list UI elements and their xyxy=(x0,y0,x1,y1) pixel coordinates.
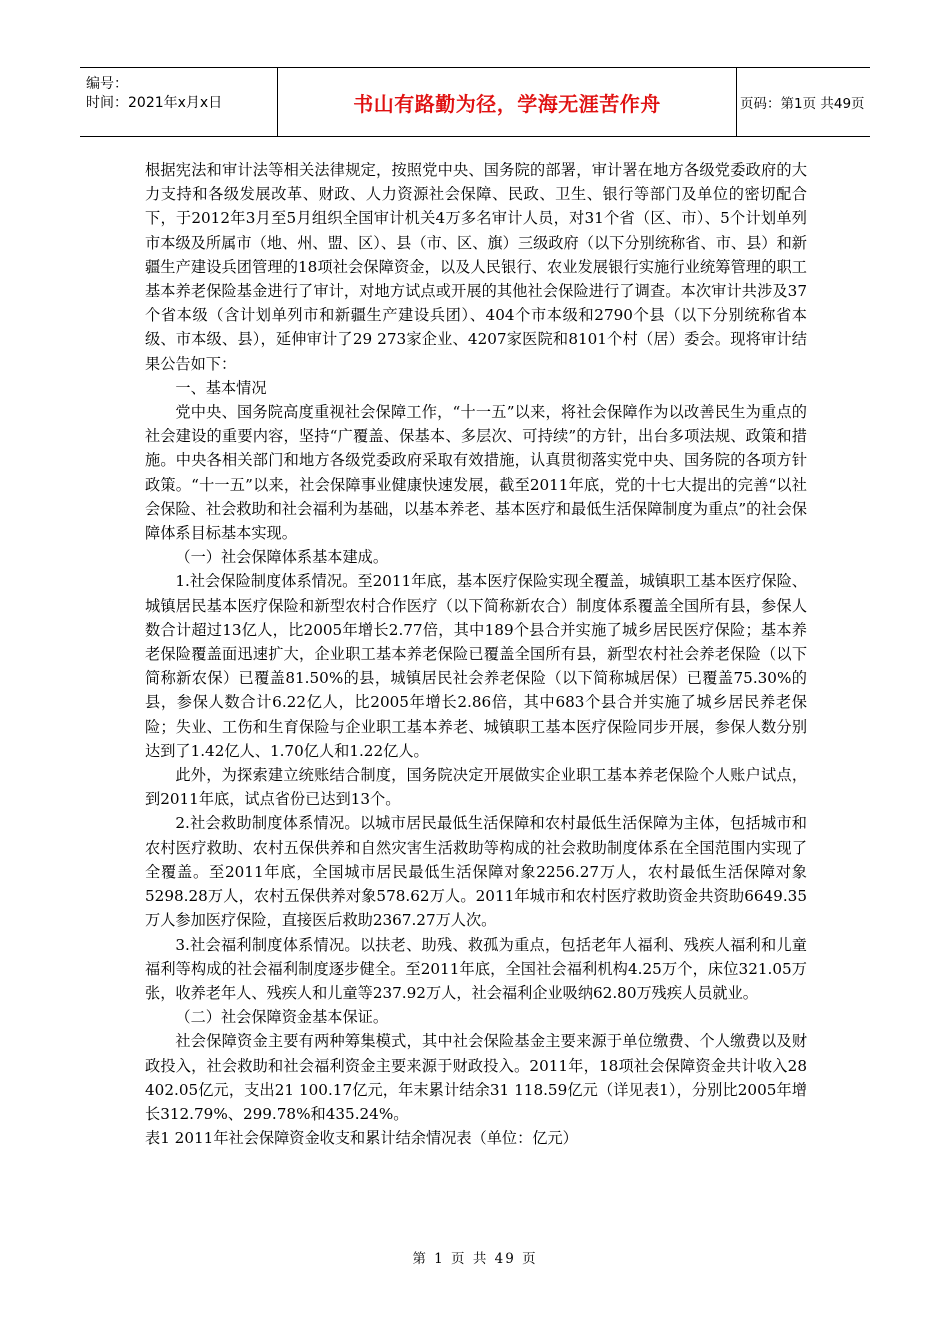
date-label: 时间：2021年x月x日 xyxy=(86,95,223,111)
paragraph: 1.社会保险制度体系情况。至2011年底，基本医疗保险实现全覆盖，城镇职工基本医疗保险、城镇居民基本医疗保险和新型农村合作医疗（以下简称新农合）制度体系覆盖全国所有县，参保人数合计超过13亿人，比2005年增长2.77倍，其中189个县合并实施了城乡居民医疗保险；基本养老保险覆盖面迅速扩大，企业职工基本养老保险已覆盖全国所有县，新型农村社会养老保险（以下简称新农保）已覆盖81.50%的县，城镇居民社会养老保险（以下简称城居保）已覆盖75.30%的县，参保人数合计6.22亿人，比2005年增长2.86倍，其中683个县合并实施了城乡居民养老保险；失业、工伤和生育保险与企业职工基本养老、城镇职工基本医疗保险同步开展，参保人数分别达到了1.42亿人、1.70亿人和1.22亿人。 xyxy=(145,572,807,760)
intro-paragraph: 根据宪法和审计法等相关法律规定，按照党中央、国务院的部署，审计署在地方各级党委政府的大力支持和各级发展改革、财政、人力资源社会保障、民政、卫生、银行等部门及单位的密切配合下，于2012年3月至5月组织全国审计机关4万多名审计人员，对31个省（区、市）、5个计划单列市本级及所属市（地、州、盟、区）、县（市、区、旗）三级政府（以下分别统称省、市、县）和新疆生产建设兵团管理的18项社会保障资金，以及人民银行、农业发展银行实施行业统筹管理的职工基本养老保险基金进行了审计，对地方试点或开展的其他社会保险进行了调查。本次审计共涉及37个省本级（含计划单列市和新疆生产建设兵团）、404个市本级和2790个县（以下分别统称省本级、市本级、县），延伸审计了29 273家企业、4207家医院和8101个村（居）委会。现将审计结果公告如下： xyxy=(145,161,807,373)
page-info: 页码：第1页 共49页 xyxy=(740,96,865,112)
page-header xyxy=(80,67,870,137)
table-caption: 表1 2011年社会保障资金收支和累计结余情况表（单位：亿元） xyxy=(145,1129,578,1148)
paragraph: 社会保障资金主要有两种筹集模式，其中社会保险基金主要来源于单位缴费、个人缴费以及财政投入，社会救助和社会福利资金主要来源于财政投入。2011年，18项社会保障资金共计收入28 402.05亿元，支出21 100.17亿元，年末累计结余31 118.59亿元（详见表1），分别比2005年增长312.79%、299.78%和435.24%。 xyxy=(145,1032,807,1123)
header-meta xyxy=(80,68,277,136)
paragraph: 3.社会福利制度体系情况。以扶老、助残、救孤为重点，包括老年人福利、残疾人福利和儿童福利等构成的社会福利制度逐步健全。至2011年底，全国社会福利机构4.25万个，床位321.05万张，收养老年人、残疾人和儿童等237.92万人，社会福利企业吸纳62.80万残疾人员就业。 xyxy=(145,935,807,1002)
subsection-heading: （一）社会保障体系基本建成。 xyxy=(175,548,389,567)
paragraph: 此外，为探索建立统账结合制度，国务院决定开展做实企业职工基本养老保险个人账户试点，到2011年底，试点省份已达到13个。 xyxy=(145,766,807,809)
subsection-heading: （二）社会保障资金基本保证。 xyxy=(175,1008,389,1027)
paragraph: 2.社会救助制度体系情况。以城市居民最低生活保障和农村最低生活保障为主体，包括城市和农村医疗救助、农村五保供养和自然灾害生活救助等构成的社会救助制度体系在全国范围内实现了全覆盖。至2011年底，全国城市居民最低生活保障对象2256.27万人，农村最低生活保障对象5298.28万人，农村五保供养对象578.62万人。2011年城市和农村医疗救助资金共资助6649.35万人参加医疗保险，直接医后救助2367.27万人次。 xyxy=(145,814,807,930)
document-body xyxy=(145,158,807,1150)
header-motto: 书山有路勤为径，学海无涯苦作舟 xyxy=(353,91,661,116)
section-heading: 一、基本情况 xyxy=(175,378,267,397)
page-footer: 第 1 页 共 49 页 xyxy=(412,1251,538,1267)
header-motto-cell xyxy=(277,68,737,136)
paragraph: 党中央、国务院高度重视社会保障工作，“十一五”以来，将社会保障作为以改善民生为重点的社会建设的重要内容，坚持“广覆盖、保基本、多层次、可持续”的方针，出台多项法规、政策和措施。中央各相关部门和地方各级党委政府采取有效措施，认真贯彻落实党中央、国务院的各项方针政策。“十一五”以来，社会保障事业健康快速发展，截至2011年底，党的十七大提出的完善“以社会保险、社会救助和社会福利为基础，以基本养老、基本医疗和最低生活保障制度为重点”的社会保障体系目标基本实现。 xyxy=(145,403,807,543)
doc-number-label: 编号： xyxy=(86,76,128,92)
